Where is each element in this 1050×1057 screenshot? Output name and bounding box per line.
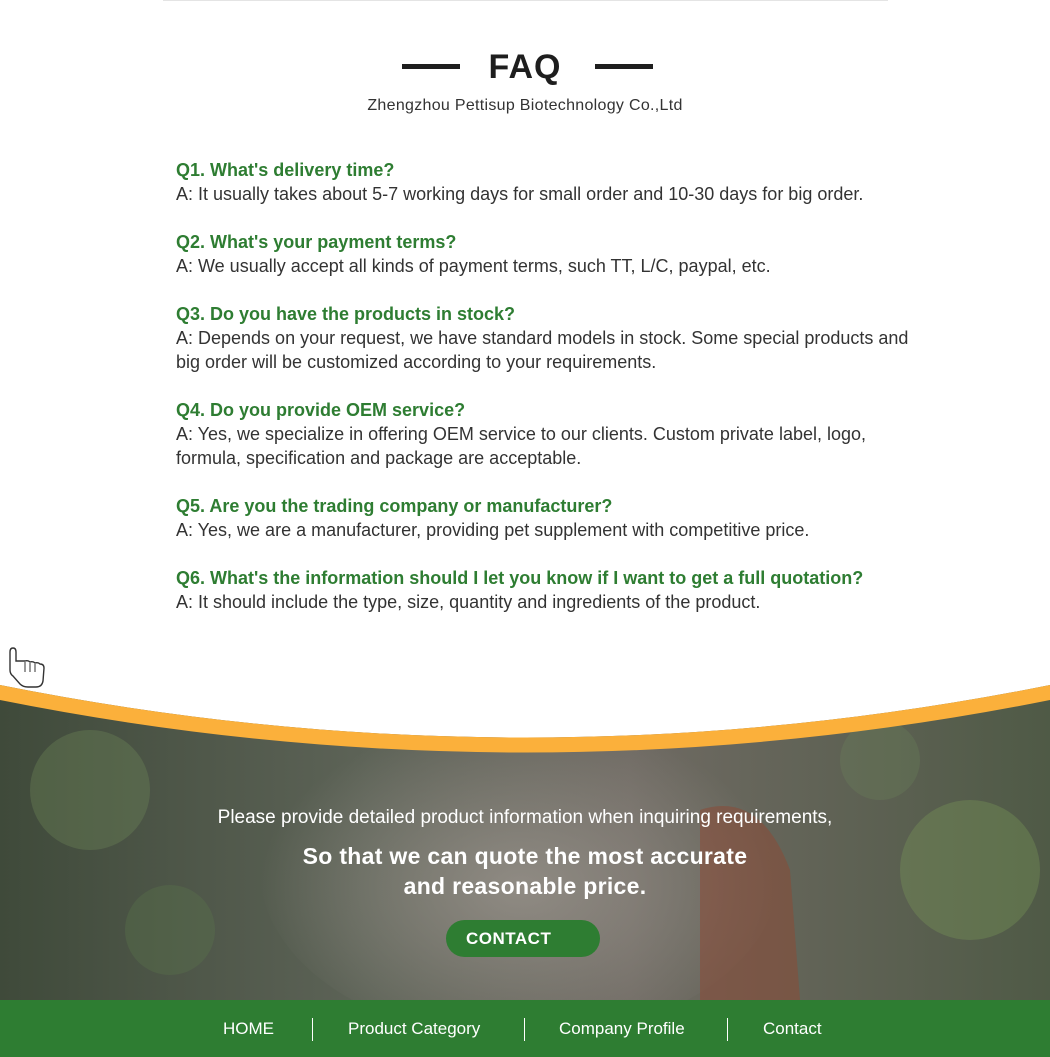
pointer-hand-icon	[0, 640, 46, 688]
faq-question: Q3. Do you have the products in stock?	[176, 304, 516, 324]
faq-answer: A: Yes, we are a manufacturer, providing pet supplement with competitive price.	[176, 520, 810, 540]
faq-answer: A: We usually accept all kinds of payment terms, such TT, L/C, paypal, etc.	[176, 256, 771, 276]
faq-question: Q4. Do you provide OEM service?	[176, 400, 466, 420]
company-name: Zhengzhou Pettisup Biotechnology Co.,Ltd	[367, 97, 683, 114]
nav-divider	[727, 1018, 728, 1041]
banner-line-2b: and reasonable price.	[403, 873, 647, 899]
faq-question: Q2. What's your payment terms?	[176, 232, 457, 252]
faq-list	[176, 158, 916, 638]
banner-line-2a: So that we can quote the most accurate	[302, 843, 748, 869]
banner-line-1: Please provide detailed product information when inquiring requirements,	[217, 807, 833, 828]
contact-button-label: CONTACT	[466, 929, 552, 948]
faq-answer: A: Depends on your request, we have standard models in stock. Some special products and big order will be customized according to your requirements.	[176, 328, 909, 372]
faq-answer: A: It usually takes about 5-7 working days for small order and 10-30 days for big order.	[176, 184, 864, 204]
faq-header	[0, 44, 1050, 90]
faq-question: Q5. Are you the trading company or manufacturer?	[176, 496, 613, 516]
nav-divider	[524, 1018, 525, 1041]
nav-home[interactable]: HOME	[223, 1019, 274, 1038]
nav-product-category[interactable]: Product Category	[348, 1019, 481, 1038]
faq-item	[176, 566, 916, 614]
nav-contact[interactable]: Contact	[763, 1019, 822, 1038]
faq-answer: A: It should include the type, size, quantity and ingredients of the product.	[176, 592, 761, 612]
banner-line-2	[0, 841, 1050, 901]
faq-answer: A: Yes, we specialize in offering OEM service to our clients. Custom private label, logo, formula, specification and package are acceptable.	[176, 424, 867, 468]
faq-question: Q6. What's the information should I let you know if I want to get a full quotation?	[176, 568, 864, 588]
faq-item	[176, 494, 916, 542]
nav-divider	[312, 1018, 313, 1041]
faq-item	[176, 398, 916, 470]
nav-company-profile[interactable]: Company Profile	[559, 1019, 685, 1038]
page-title: FAQ	[488, 48, 562, 86]
faq-item	[176, 302, 916, 374]
footer-navigation	[0, 1000, 1050, 1057]
faq-item	[176, 158, 916, 206]
faq-item	[176, 230, 916, 278]
top-divider	[163, 0, 888, 1]
faq-question: Q1. What's delivery time?	[176, 160, 395, 180]
contact-banner	[0, 640, 1050, 1000]
title-decoration-right	[595, 64, 653, 69]
contact-button[interactable]	[446, 920, 600, 957]
